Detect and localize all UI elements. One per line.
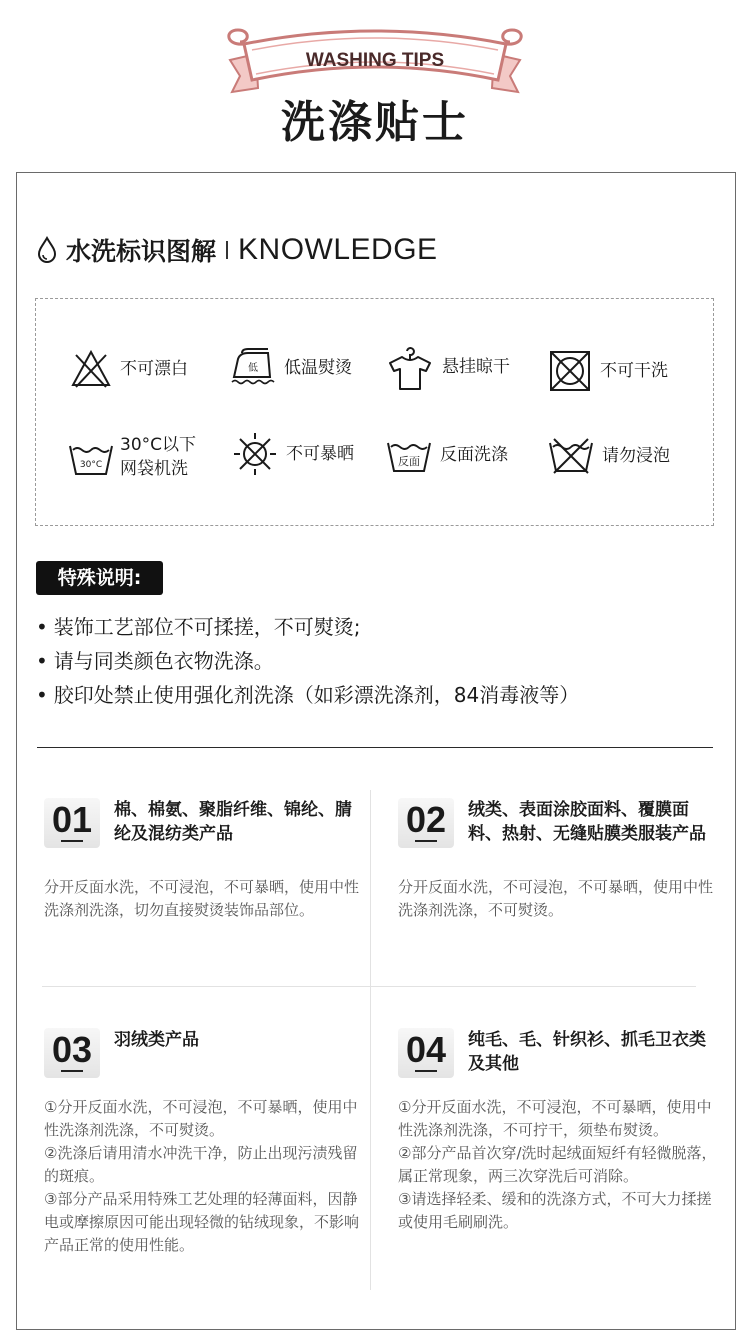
card-body: [398, 876, 718, 922]
number-underline: [61, 1070, 83, 1072]
section-divider: [37, 747, 713, 748]
card-number: 01: [51, 799, 93, 840]
knowledge-title-cn: 水洗标识图解: [66, 237, 217, 266]
card-paragraph: ②洗涤后请用清水冲洗干净，防止出现污渍残留的斑痕。: [44, 1144, 358, 1185]
card-number: 04: [405, 1029, 447, 1070]
no-bleach-icon: [70, 349, 112, 389]
note-item: • 装饰工艺部位不可揉搓，不可熨烫;: [36, 610, 579, 644]
care-item-wash-30: [68, 433, 196, 481]
wash-temp-text: 30°C: [79, 460, 103, 470]
care-item-no-dry-clean: [548, 349, 668, 393]
card-paragraph: 分开反面水洗，不可浸泡，不可暴晒，使用中性洗涤剂洗涤，切勿直接熨烫装饰品部位。: [44, 878, 360, 919]
water-drop-icon: [36, 236, 58, 264]
care-item-no-bleach: [70, 349, 188, 389]
number-underline: [415, 1070, 437, 1072]
card-number-tile: [44, 1028, 100, 1078]
care-label-no-soak: 请勿浸泡: [602, 446, 670, 466]
hang-dry-icon: [386, 343, 434, 391]
ribbon-text: WASHING TIPS: [305, 50, 445, 71]
care-label-no-dry-clean: 不可干洗: [600, 361, 668, 381]
care-item-no-soak: [548, 437, 670, 475]
note-item: • 请与同类颜色衣物洗涤。: [36, 644, 579, 678]
care-card-03: [44, 1028, 364, 1298]
card-number-tile: [398, 1028, 454, 1078]
grid-vertical-divider: [370, 790, 371, 1290]
card-title: 绒类、表面涂胶面料、覆膜面料、热射、无缝贴膜类服装产品: [468, 800, 706, 844]
card-title: 纯毛、毛、针织衫、抓毛卫衣类及其他: [468, 1030, 706, 1074]
care-label-no-sun: 不可暴晒: [286, 444, 354, 464]
care-label-wash-30: [120, 433, 196, 481]
page-title: 洗涤贴士: [281, 97, 469, 148]
card-body: [398, 1096, 718, 1234]
inside-out-text: 反面: [398, 455, 420, 468]
care-item-inside-out: [386, 435, 508, 475]
card-number-tile: [398, 798, 454, 848]
number-underline: [415, 840, 437, 842]
card-title: 羽绒类产品: [114, 1030, 199, 1050]
care-label-inside-out: 反面洗涤: [440, 445, 508, 465]
special-notes-list: [36, 610, 579, 712]
no-soak-icon: [548, 437, 594, 475]
card-paragraph: ③部分产品采用特殊工艺处理的轻薄面料，因静电或摩擦原因可能出现轻微的钻绒现象，不影响产品正常的使用性能。: [44, 1190, 360, 1254]
card-paragraph: ③请选择轻柔、缓和的洗涤方式，不可大力揉搓或使用毛刷刷洗。: [398, 1190, 712, 1231]
care-label-no-bleach: 不可漂白: [120, 359, 188, 379]
care-card-02: [398, 798, 718, 978]
card-body: [44, 876, 364, 922]
card-paragraph: ①分开反面水洗，不可浸泡，不可暴晒，使用中性洗涤剂洗涤，不可熨烫。: [44, 1098, 358, 1139]
number-underline: [61, 840, 83, 842]
card-number: 02: [405, 799, 447, 840]
header: [0, 0, 750, 170]
care-symbols-box: [35, 298, 714, 526]
card-number-tile: [44, 798, 100, 848]
no-dry-clean-icon: [548, 349, 592, 393]
care-item-hang-dry: [386, 343, 510, 391]
care-label-wash-30-line2: 网袋机洗: [120, 459, 188, 479]
care-label-wash-30-line1: 30°C以下: [120, 435, 197, 455]
care-item-low-iron: [228, 347, 352, 389]
care-card-04: [398, 1028, 718, 1298]
inside-out-wash-icon: [386, 435, 432, 475]
care-label-hang-dry: 悬挂晾干: [442, 357, 510, 377]
grid-horizontal-divider: [42, 986, 696, 987]
low-iron-icon: [228, 347, 276, 389]
care-label-low-iron: 低温熨烫: [284, 358, 352, 378]
iron-low-text: 低: [248, 363, 258, 374]
card-paragraph: ②部分产品首次穿/洗时起绒面短纤有轻微脱落，属正常现象，两三次穿洗后可消除。: [398, 1144, 717, 1185]
card-body: [44, 1096, 364, 1257]
card-paragraph: ①分开反面水洗，不可浸泡，不可暴晒，使用中性洗涤剂洗涤，不可拧干，须垫布熨烫。: [398, 1098, 712, 1139]
knowledge-title-en: KNOWLEDGE: [238, 233, 438, 266]
care-card-01: [44, 798, 364, 978]
no-sun-icon: [232, 431, 278, 477]
care-item-no-sun: [232, 431, 354, 477]
title-separator: [226, 241, 228, 259]
wash-30-icon: [68, 436, 114, 478]
note-item: • 胶印处禁止使用强化剂洗涤（如彩漂洗涤剂，84消毒液等）: [36, 678, 579, 712]
special-notes-badge: 特殊说明:: [36, 561, 163, 595]
knowledge-heading: [36, 232, 438, 268]
card-title: 棉、棉氨、聚脂纤维、锦纶、腈纶及混纺类产品: [114, 800, 352, 844]
card-paragraph: 分开反面水洗，不可浸泡，不可暴晒，使用中性洗涤剂洗涤，不可熨烫。: [398, 878, 714, 919]
ribbon-banner-icon: [222, 24, 528, 94]
card-number: 03: [51, 1029, 93, 1070]
